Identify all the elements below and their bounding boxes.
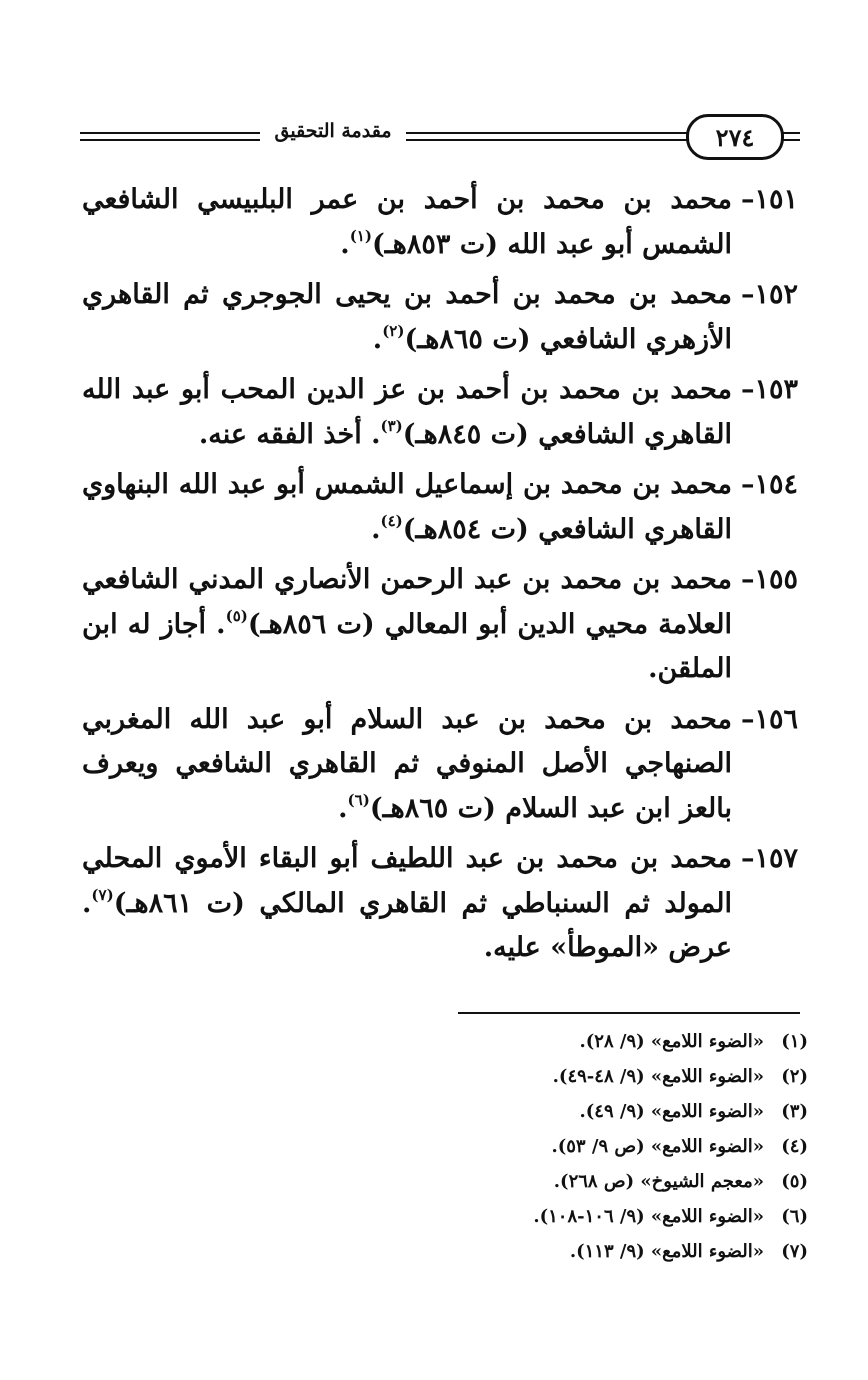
entry-text: محمد بن محمد بن إسماعيل الشمس أبو عبد الله البنهاوي القاهري الشافعي (ت ٨٥٤هـ) [82,469,732,545]
entry-155 [82,558,798,692]
footnote-ref: (٣) [380,416,403,435]
entry-text: محمد بن محمد بن أحمد بن يحيى الجوجري ثم القاهري الأزهري الشافعي (ت ٨٦٥هـ) [82,279,732,355]
footnote-text: «الضوء اللامع» (ص ٩/ ٥٣). [551,1136,764,1157]
entry-151 [82,178,798,267]
entry-number: ١٥٣– [740,374,798,405]
footnote-ref: (٤) [380,511,403,530]
footnote-divider [458,1012,800,1014]
footnotes [428,1024,808,1269]
entry-text: محمد بن محمد بن أحمد بن عز الدين المحب أبو عبد الله القاهري الشافعي (ت ٨٤٥هـ) [82,374,732,450]
footnote-1 [428,1024,808,1059]
entry-tail: . أجاز له ابن الملقن. [82,608,732,684]
footnote-3 [428,1094,808,1129]
entry-text: محمد بن محمد بن عبد السلام أبو عبد الله المغربي الصنهاجي الأصل المنوفي ثم القاهري الشافعي ويعرف بالعز ابن عبد السلام (ت ٨٦٥هـ) [82,703,732,824]
entry-154 [82,463,798,552]
entry-153 [82,368,798,457]
entry-tail: . [372,323,383,355]
footnote-4 [428,1129,808,1164]
footnote-ref: (٥) [225,606,248,625]
entry-tail: . [338,792,348,824]
footnote-text: «الضوء اللامع» (٩/ ١١٣). [569,1241,764,1262]
entry-number: ١٥٧– [740,843,798,874]
footnote-number: (٦) [781,1206,808,1227]
entry-number: ١٥١– [740,184,798,215]
entry-tail: . [371,513,381,545]
entry-number: ١٥٦– [740,703,798,735]
footnote-text: «الضوء اللامع» (٩/ ٤٨-٤٩). [552,1066,764,1087]
footnote-text: «معجم الشيوخ» (ص ٢٦٨). [553,1171,764,1192]
entry-156 [82,698,798,832]
footnote-number: (٤) [781,1136,808,1157]
entry-number: ١٥٥– [740,564,798,595]
entry-tail: . عرض «الموطأ» عليه. [82,887,732,963]
footnote-number: (١) [781,1031,808,1052]
footnote-number: (٥) [781,1171,808,1192]
footnote-2 [428,1059,808,1094]
page-number: ٢٧٤ [686,114,784,160]
footnote-number: (٢) [781,1066,808,1087]
entry-text: محمد بن محمد بن عبد الرحمن الأنصاري المدني الشافعي العلامة محيي الدين أبو المعالي (ت ٨٥٦هـ) [82,564,732,640]
footnote-ref: (٧) [91,885,114,904]
footnote-ref: (١) [349,226,372,245]
entry-text: محمد بن محمد بن أحمد بن عمر البلبيسي الشافعي الشمس أبو عبد الله (ت ٨٥٣هـ) [82,184,732,260]
entry-text: محمد بن محمد بن عبد اللطيف أبو البقاء الأموي المحلي المولد ثم السنباطي ثم القاهري المالكي (ت ٨٦١هـ) [82,843,732,919]
footnote-7 [428,1234,808,1269]
header-title: مقدمة التحقيق [260,120,406,142]
entry-number: ١٥٢– [740,279,798,310]
page-header [80,112,800,160]
footnote-text: «الضوء اللامع» (٩/ ٤٩). [579,1101,764,1122]
footnote-ref: (٢) [382,321,405,340]
footnote-number: (٣) [781,1101,808,1122]
footnote-6 [428,1199,808,1234]
body-text [82,178,798,977]
entry-number: ١٥٤– [740,469,798,500]
entry-152 [82,273,798,362]
footnote-5 [428,1164,808,1199]
entry-tail: . أخذ الفقه عنه. [198,418,381,450]
footnote-number: (٧) [781,1241,808,1262]
footnote-ref: (٦) [347,790,370,809]
footnote-text: «الضوء اللامع» (٩/ ١٠٦-١٠٨). [533,1206,764,1227]
entry-tail: . [340,228,350,260]
entry-157 [82,837,798,971]
footnote-text: «الضوء اللامع» (٩/ ٢٨). [579,1031,764,1052]
